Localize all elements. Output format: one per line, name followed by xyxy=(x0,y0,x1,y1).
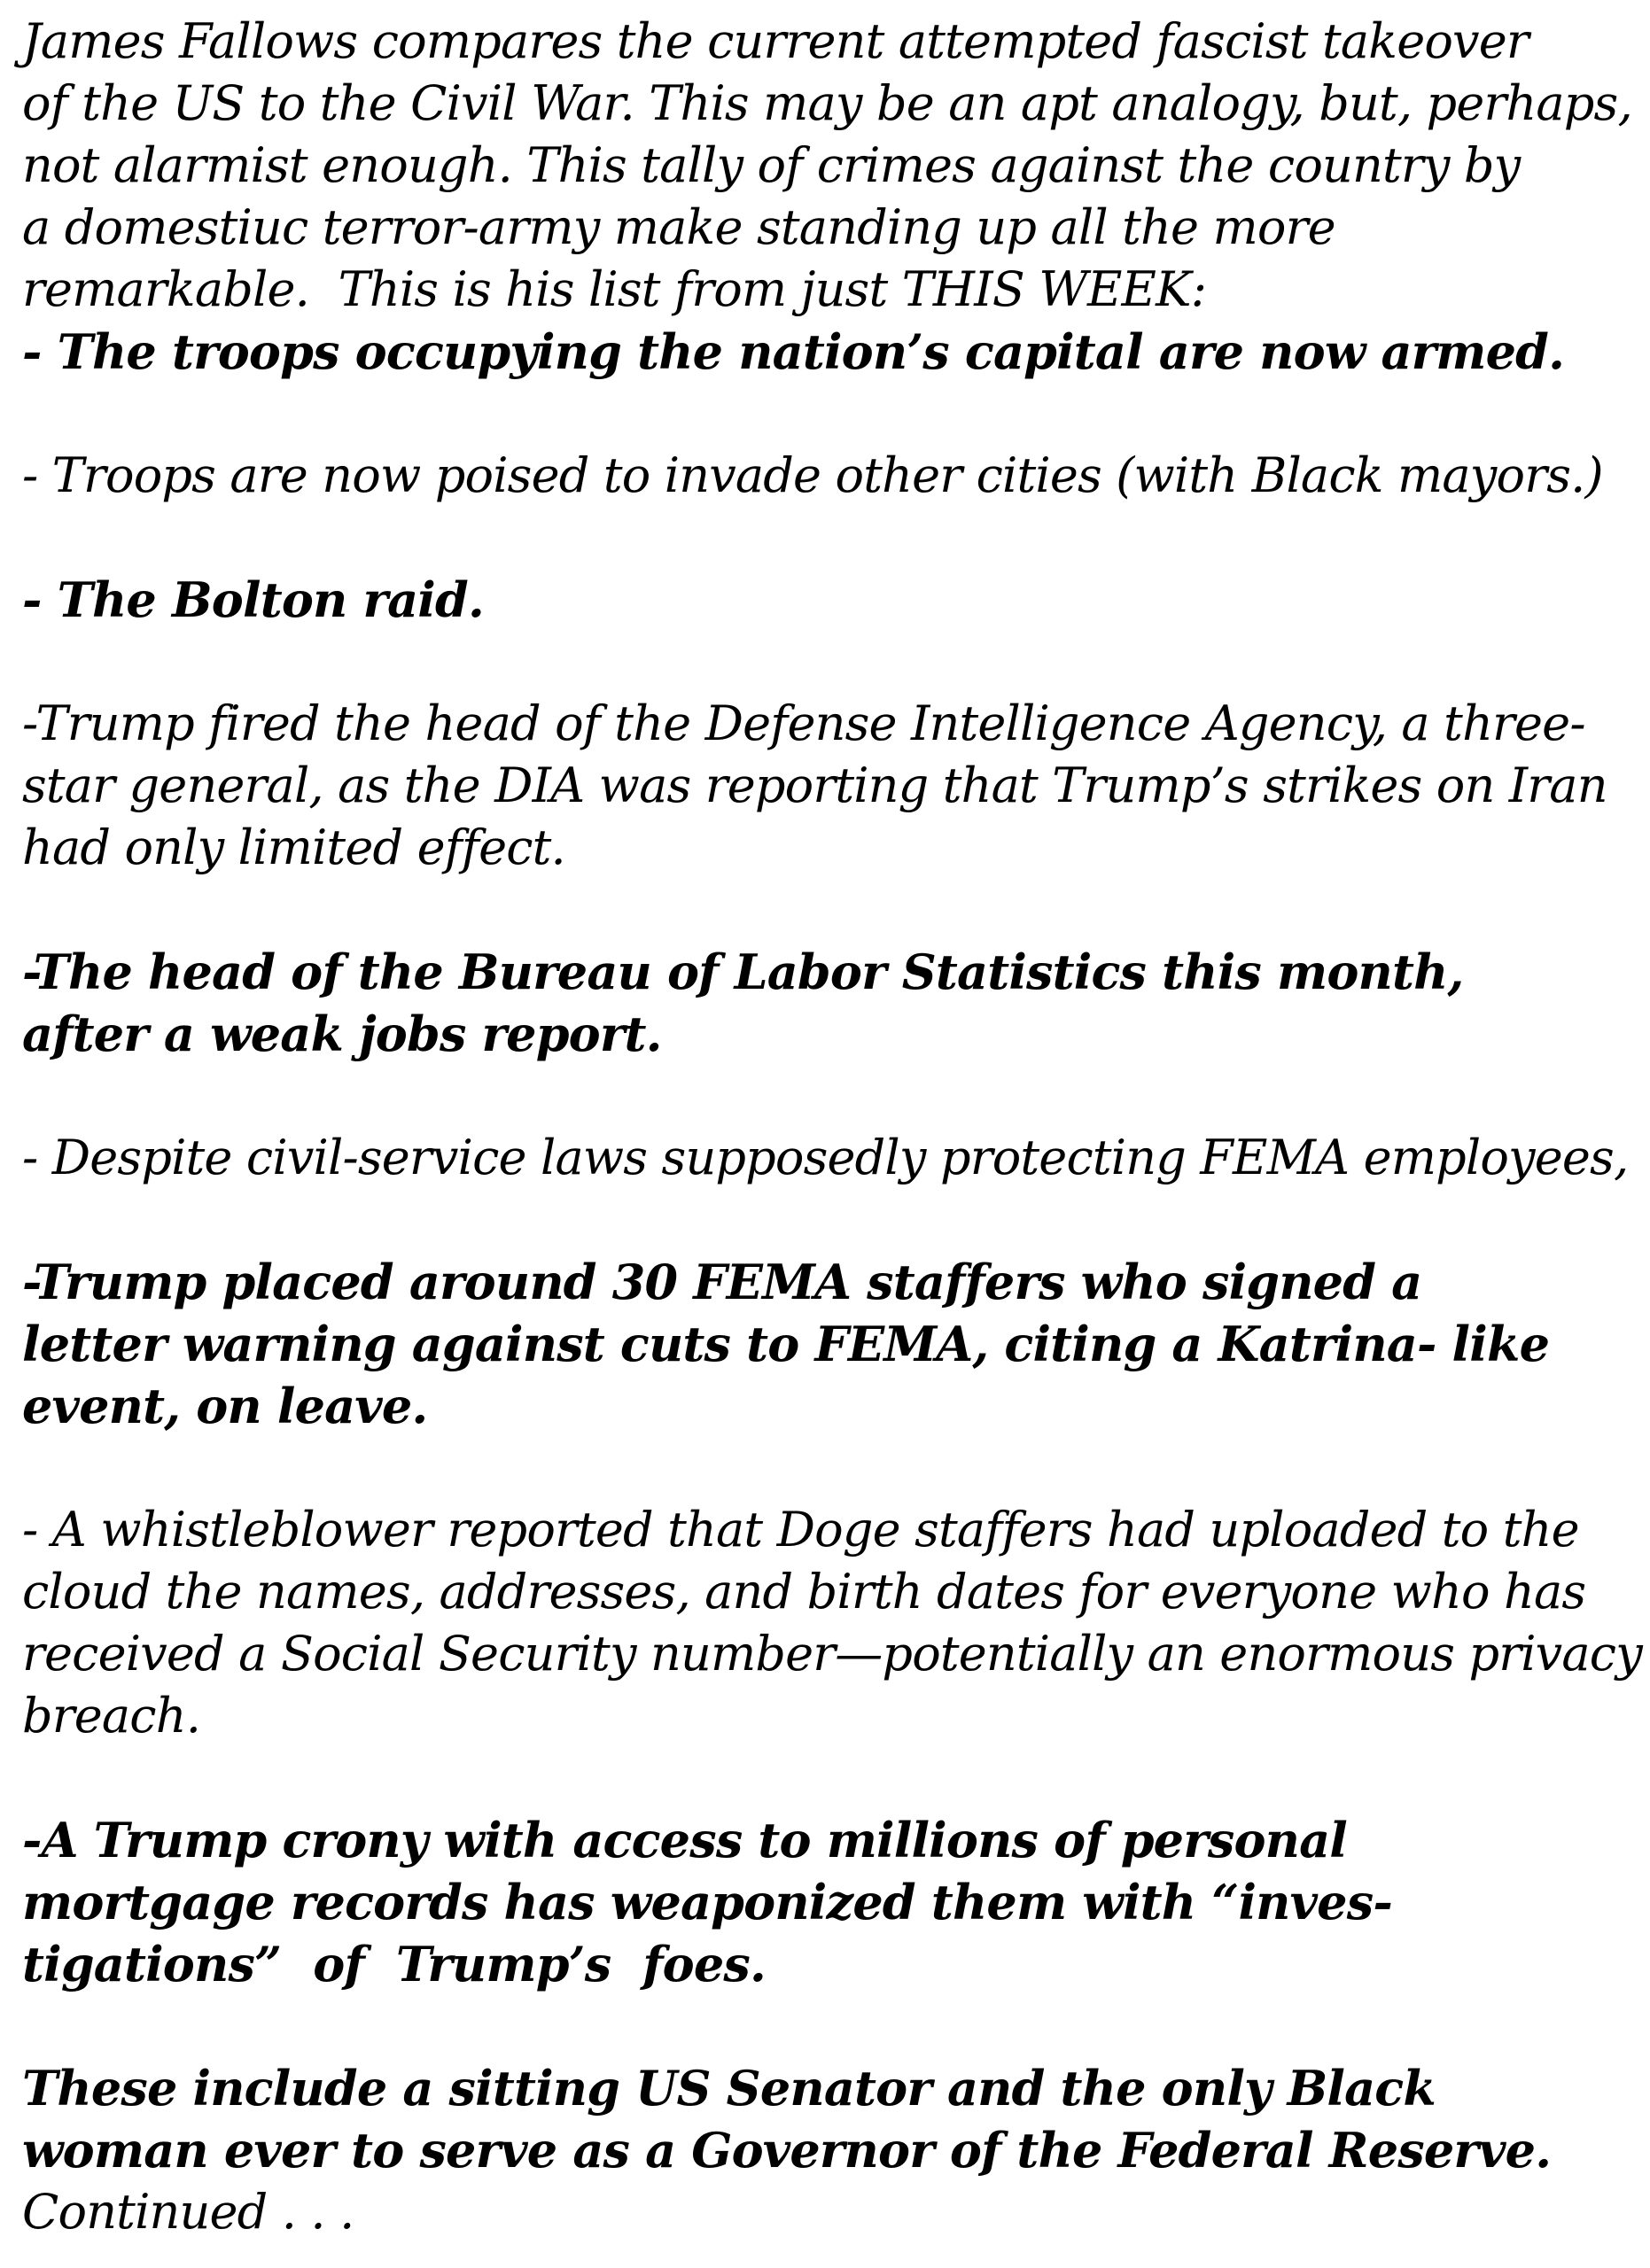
text-line: event, on leave. xyxy=(22,1378,428,1434)
text-line: - The troops occupying the nation’s capital are now armed. xyxy=(22,323,1565,380)
paragraph-invade-cities xyxy=(22,445,1634,507)
text-line: of the US to the Civil War. This may be an apt analogy, but, perhaps, xyxy=(22,75,1632,131)
text-line: mortgage records has weaponized them with “inves- xyxy=(22,1874,1392,1930)
text-line: - Troops are now poised to invade other cities (with Black mayors.) xyxy=(22,447,1603,503)
paragraph-senator-governor xyxy=(22,2057,1634,2181)
text-line: cloud the names, addresses, and birth dates for everyone who has xyxy=(22,1564,1586,1619)
paragraph-civil-service xyxy=(22,1127,1634,1189)
text-line: -Trump fired the head of the Defense Intelligence Agency, a three- xyxy=(22,695,1585,751)
text-line: Continued . . . xyxy=(22,2184,354,2240)
text-line: had only limited effect. xyxy=(22,819,565,875)
paragraph-bolton-raid xyxy=(22,569,1634,631)
text-line: James Fallows compares the current attempted fascist takeover xyxy=(22,13,1529,69)
paragraph-whistleblower xyxy=(22,1499,1642,1747)
paragraph-fema-staffers xyxy=(22,1251,1634,1437)
text-line: -Trump placed around 30 FEMA staffers who signed a xyxy=(22,1254,1422,1310)
text-line: letter warning against cuts to FEMA, citing a Katrina- like xyxy=(22,1316,1550,1372)
paragraph-bls-head xyxy=(22,941,1634,1065)
text-line: breach. xyxy=(22,1688,201,1744)
text-line: - A whistleblower reported that Doge staffers had uploaded to the xyxy=(22,1502,1579,1557)
text-line: tigations” of Trump’s foes. xyxy=(22,1936,767,1992)
text-line: -The head of the Bureau of Labor Statistics this month, xyxy=(22,944,1464,1000)
text-line: remarkable. This is his list from just THIS WEEK: xyxy=(22,261,1207,317)
text-line: received a Social Security number—potentially an enormous privacy xyxy=(22,1626,1642,1682)
paragraph-intro xyxy=(22,11,1634,321)
text-line: - The Bolton raid. xyxy=(22,571,484,628)
paragraph-troops-armed xyxy=(22,321,1634,383)
text-line: - Despite civil-service laws supposedly protecting FEMA employees, xyxy=(22,1130,1629,1185)
text-line: a domestiuc terror-army make standing up all the more xyxy=(22,199,1335,255)
text-line: star general, as the DIA was reporting that Trump’s strikes on Iran xyxy=(22,757,1607,813)
text-line: not alarmist enough. This tally of crimes against the country by xyxy=(22,137,1521,193)
text-line: after a weak jobs report. xyxy=(22,1006,662,1062)
paragraph-mortgage-crony xyxy=(22,1809,1634,1995)
text-line: -A Trump crony with access to millions of personal xyxy=(22,1812,1347,1868)
paragraph-dia-fired xyxy=(22,693,1634,879)
text-line: woman ever to serve as a Governor of the Federal Reserve. xyxy=(22,2122,1552,2179)
text-line: These include a sitting US Senator and the only Black xyxy=(22,2060,1436,2117)
paragraph-continued xyxy=(22,2181,1634,2243)
